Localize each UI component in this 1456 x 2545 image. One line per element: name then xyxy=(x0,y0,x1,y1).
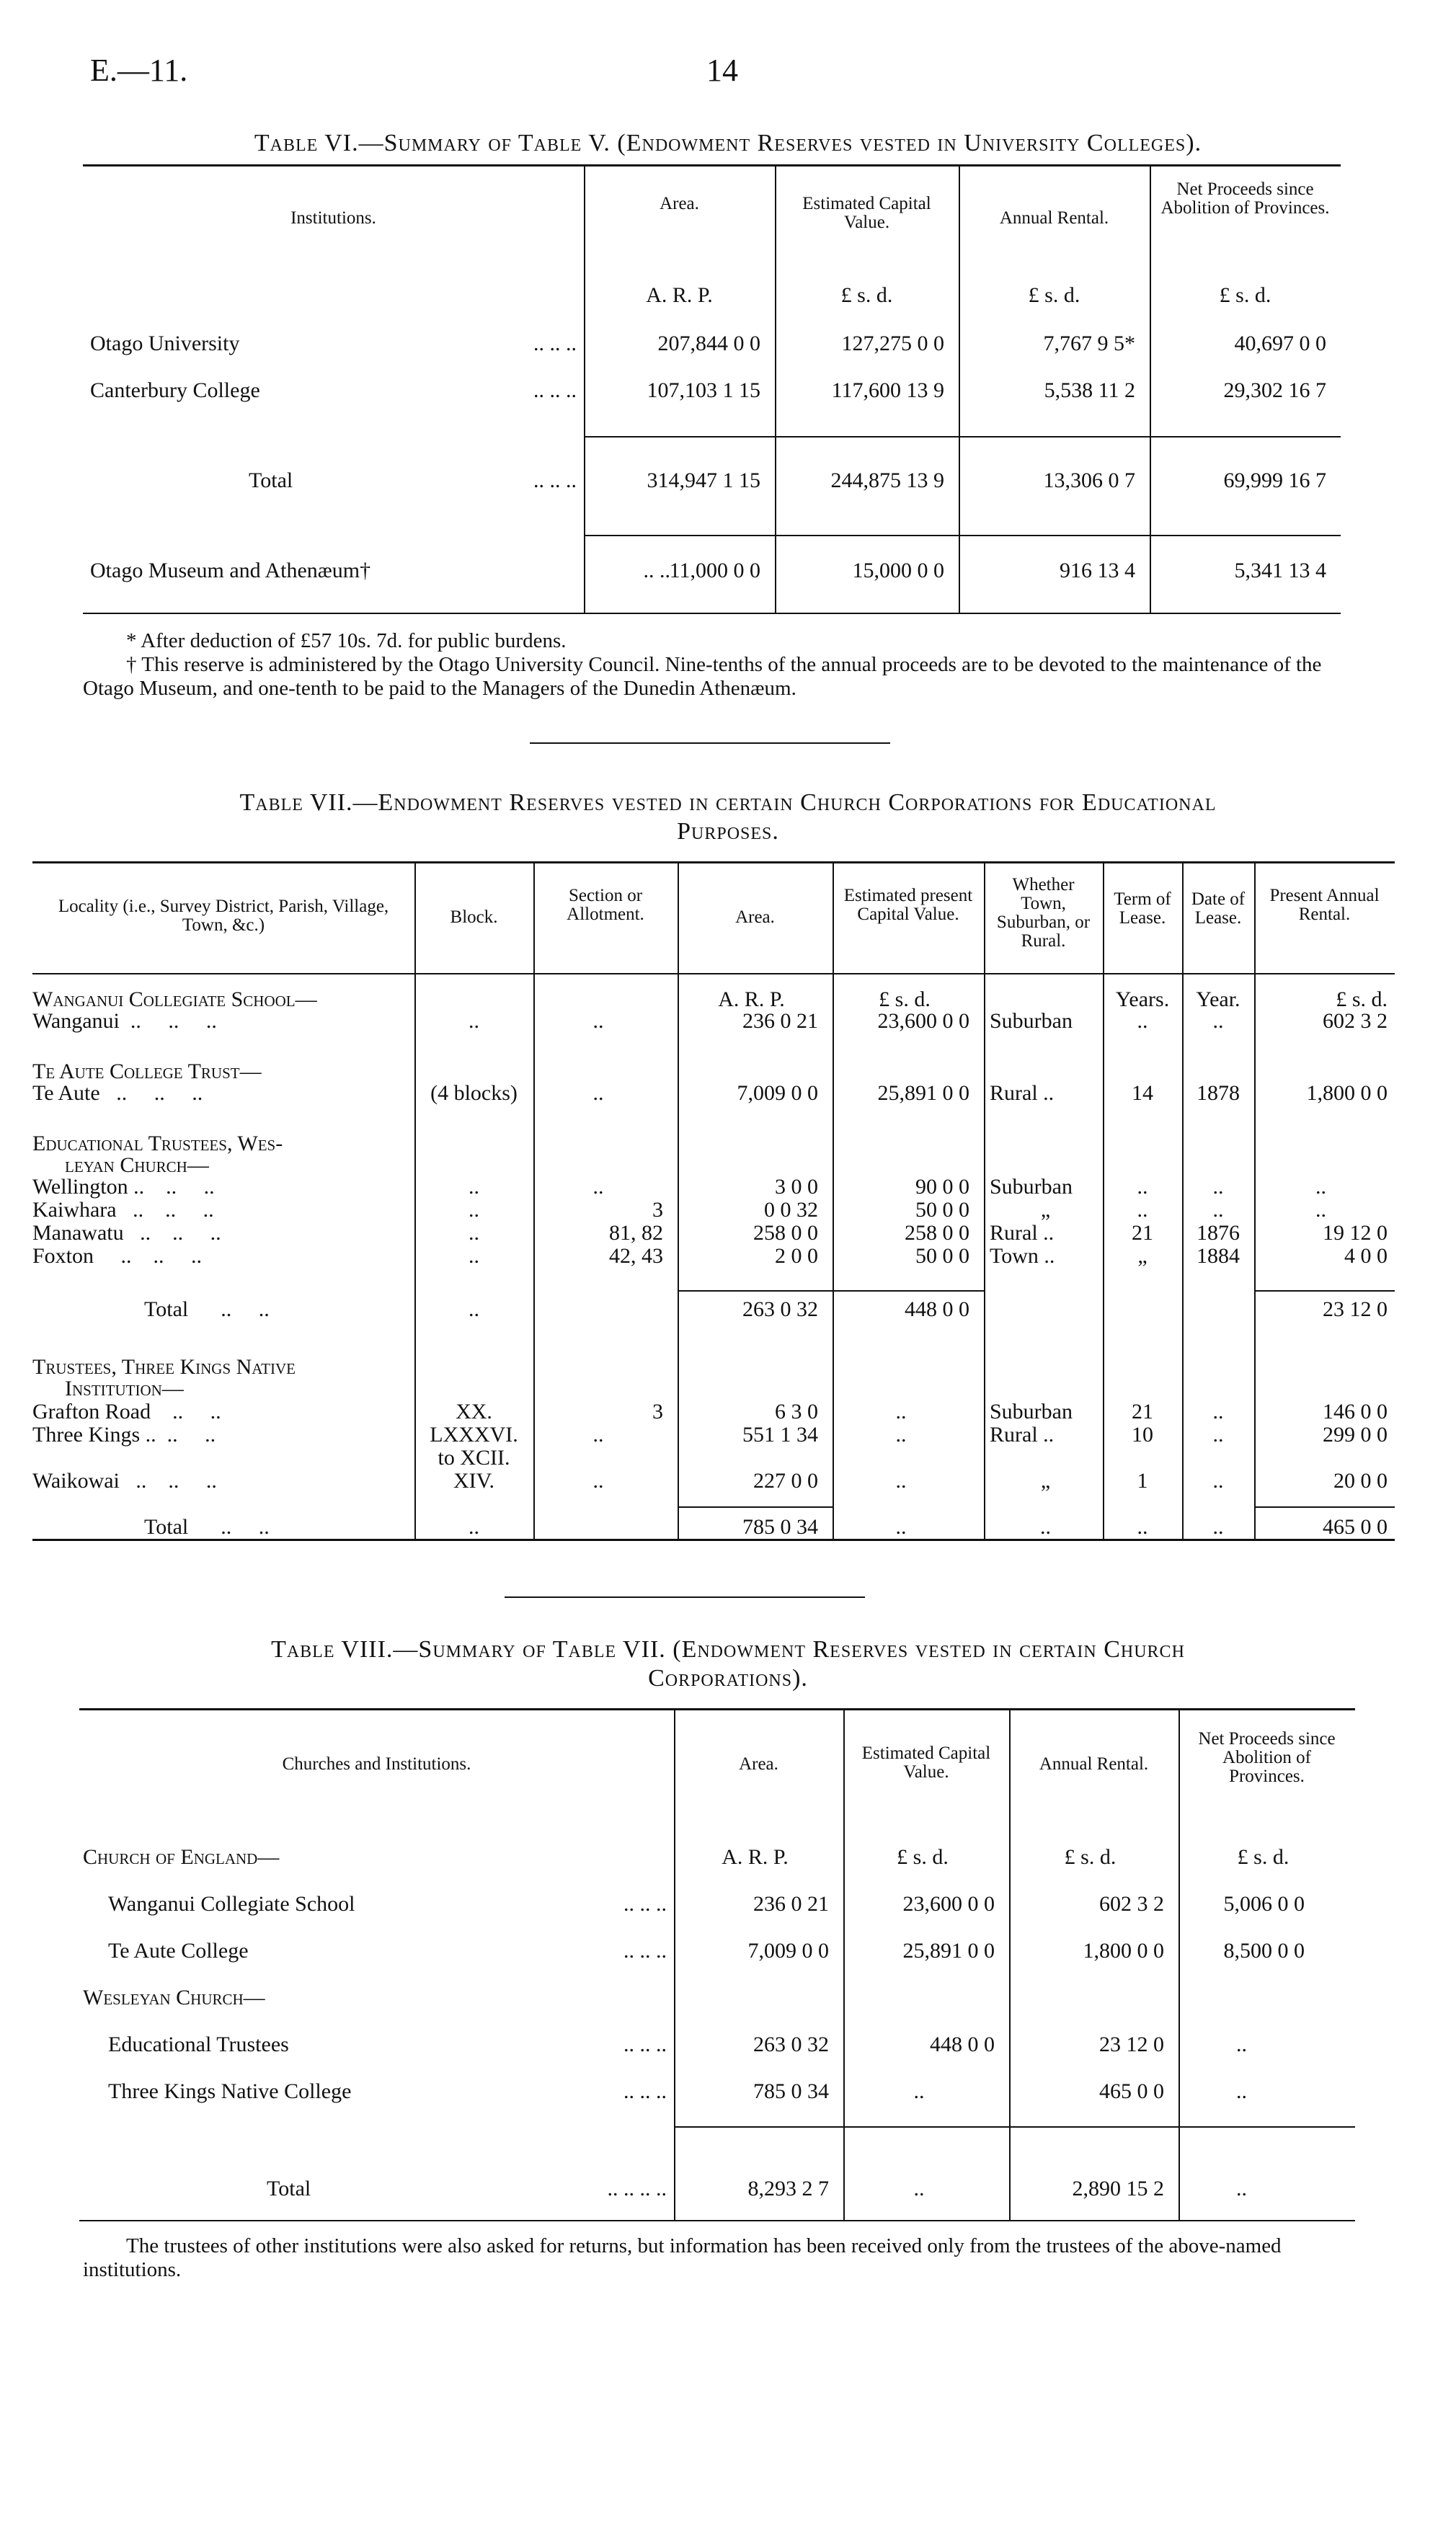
table-7-capital: 23,600 0 0 xyxy=(877,1009,969,1033)
table-7-block: .. xyxy=(469,1221,479,1245)
table-8-column-header: Churches and Institutions. xyxy=(282,1754,471,1774)
table-7-date: 1884 xyxy=(1197,1244,1240,1268)
table-7-section: .. xyxy=(592,1469,604,1493)
table-7-column-header: Locality (i.e., Survey District, Parish, Village, Town, &c.) xyxy=(58,897,389,935)
table-7-area: 227 0 0 xyxy=(753,1469,818,1493)
table-8-column-header: Area. xyxy=(739,1754,778,1774)
table-7-date: .. xyxy=(1212,1175,1224,1199)
table-rule xyxy=(79,2220,1355,2221)
table-7-date: .. xyxy=(1212,1400,1224,1423)
table-7-locality: Wellington .. .. .. xyxy=(32,1175,215,1199)
table-rule xyxy=(32,973,1395,974)
table-8-capital: 23,600 0 0 xyxy=(902,1892,995,1916)
table-7-area: 236 0 21 xyxy=(742,1009,818,1033)
table-6-net-proceeds: 69,999 16 7 xyxy=(1223,468,1326,492)
table-7-term: 21 xyxy=(1132,1221,1153,1245)
table-8-row-label: Church of England— xyxy=(83,1845,280,1869)
table-7-block: .. xyxy=(469,1244,479,1268)
table-8-net-proceeds: .. xyxy=(1236,2079,1247,2103)
table-8-row-label: Wanganui Collegiate School xyxy=(108,1892,355,1916)
table-8-title: Table VIII.—Summary of Table VII. (Endowment Reserves vested in certain Church xyxy=(271,1636,1185,1663)
table-rule xyxy=(584,535,1341,536)
table-8-column-header: Estimated Capital Value. xyxy=(861,1744,991,1782)
table-7-title: Table VII.—Endowment Reserves vested in certain Church Corporations for Educational xyxy=(239,789,1217,816)
table-6-note-2: † This reserve is administered by the Otago University Council. Nine-tenths of the annual proceeds are to be devoted to the maintenance of the Otago Museum, and one-tenth to be paid to the Managers of the Dunedin Athenæum. xyxy=(83,653,1322,700)
table-7-section: 3 xyxy=(652,1400,663,1423)
table-7-locality: Foxton .. .. .. xyxy=(32,1244,203,1268)
table-6-column-header: Area. xyxy=(660,194,699,213)
table-7-block: .. xyxy=(469,1515,479,1539)
table-8-area: 7,009 0 0 xyxy=(747,1939,829,1963)
column-divider xyxy=(984,861,985,1539)
table-7-locality: leyan Church— xyxy=(65,1153,209,1177)
table-7-capital: 448 0 0 xyxy=(905,1297,969,1321)
table-7-locality: Waikowai .. .. .. xyxy=(32,1469,217,1493)
table-7-capital: 90 0 0 xyxy=(915,1175,969,1199)
table-7-locality: Trustees, Three Kings Native xyxy=(32,1355,296,1379)
table-7-capital: 258 0 0 xyxy=(905,1221,969,1245)
table-rule xyxy=(584,436,1341,438)
table-7-rental: 1,800 0 0 xyxy=(1306,1081,1388,1105)
table-7-column-header: Block. xyxy=(450,907,498,927)
table-7-section: 3 xyxy=(652,1198,663,1222)
table-6-net-proceeds: 40,697 0 0 xyxy=(1234,332,1326,355)
table-8-rental: 1,800 0 0 xyxy=(1083,1939,1164,1963)
table-7-locality: Total .. .. xyxy=(144,1297,270,1321)
table-6-title: Table VI.—Summary of Table V. (Endowment Reserves vested in University Colleges). xyxy=(254,130,1202,156)
table-7-unit-label: Years. xyxy=(1115,987,1170,1011)
table-7-unit-label: Year. xyxy=(1196,987,1240,1011)
table-7-column-header: Term of Lease. xyxy=(1114,889,1171,928)
table-8-leader-dots: .. .. .. xyxy=(623,1892,667,1916)
table-8-capital: 448 0 0 xyxy=(930,2033,995,2056)
table-7-block: (4 blocks) xyxy=(430,1081,518,1105)
table-7-term: .. xyxy=(1137,1175,1148,1199)
table-6-row-label: Canterbury College xyxy=(90,378,260,402)
table-6-leader-dots: .. .. .. xyxy=(533,378,577,402)
table-7-date: .. xyxy=(1212,1469,1224,1493)
table-7-locality: Manawatu .. .. .. xyxy=(32,1221,221,1245)
table-6-capital: 15,000 0 0 xyxy=(852,559,944,582)
section-divider xyxy=(505,1596,865,1598)
table-8-rental: 465 0 0 xyxy=(1099,2079,1164,2103)
table-7-classification: Suburban xyxy=(990,1400,1073,1423)
table-7-locality: Total .. .. xyxy=(144,1515,270,1539)
table-7-classification: Town .. xyxy=(990,1244,1055,1268)
table-7-term: 10 xyxy=(1132,1423,1153,1447)
table-7-classification: .. xyxy=(1040,1515,1051,1539)
table-7-locality: Te Aute College Trust— xyxy=(32,1060,262,1083)
table-7-column-header: Whether Town, Suburban, or Rural. xyxy=(996,875,1091,951)
table-8-row-label: Total xyxy=(267,2177,311,2200)
table-6-capital: 244,875 13 9 xyxy=(830,468,944,492)
table-6-rental: 13,306 0 7 xyxy=(1043,468,1135,492)
table-7-area: 3 0 0 xyxy=(775,1175,818,1199)
table-6-row-label: Otago Museum and Athenæum† xyxy=(90,559,371,582)
table-7-column-header: Date of Lease. xyxy=(1191,889,1246,928)
table-6-rental: 916 13 4 xyxy=(1060,559,1135,582)
table-8-capital: 25,891 0 0 xyxy=(902,1939,995,1963)
table-7-rental: 4 0 0 xyxy=(1344,1244,1388,1268)
column-divider xyxy=(674,1708,675,2220)
table-7-classification: Suburban xyxy=(990,1175,1073,1199)
table-6-leader-dots: .. .. .. xyxy=(533,468,577,492)
table-8-column-header: Annual Rental. xyxy=(1039,1754,1149,1774)
table-7-classification: Rural .. xyxy=(990,1221,1055,1245)
table-6-leader-dots: .. .. xyxy=(643,559,670,582)
table-6-net-proceeds: 5,341 13 4 xyxy=(1234,559,1326,582)
table-7-section: .. xyxy=(592,1423,604,1447)
table-6-row-label: Otago University xyxy=(90,332,240,355)
table-rule xyxy=(83,613,1341,614)
table-6-area: 107,103 1 15 xyxy=(647,378,760,402)
table-7-locality: Grafton Road .. .. xyxy=(32,1400,221,1423)
table-7-rental: 299 0 0 xyxy=(1323,1423,1388,1447)
table-7-term: „ xyxy=(1137,1244,1148,1268)
table-7-area: 258 0 0 xyxy=(753,1221,818,1245)
table-7-capital: .. xyxy=(895,1515,907,1539)
table-8-row-label: Te Aute College xyxy=(108,1939,249,1963)
table-7-classification: Rural .. xyxy=(990,1423,1055,1447)
table-8-rental: 2,890 15 2 xyxy=(1072,2177,1164,2200)
table-8-leader-dots: .. .. .. .. xyxy=(607,2177,667,2200)
table-7-rental: 146 0 0 xyxy=(1323,1400,1388,1423)
table-7-term: 21 xyxy=(1132,1400,1153,1423)
table-8-column-header: Net Proceeds since Abolition of Provinces. xyxy=(1198,1729,1336,1786)
section-divider xyxy=(530,742,890,744)
table-7-term: .. xyxy=(1137,1009,1148,1033)
table-7-block: .. xyxy=(469,1198,479,1222)
table-6-rental: 5,538 11 2 xyxy=(1044,378,1135,402)
table-7-block: .. xyxy=(469,1009,479,1033)
page-number: 14 xyxy=(706,53,738,88)
table-7-rental: 19 12 0 xyxy=(1323,1221,1388,1245)
table-8-unit-label: £ s. d. xyxy=(1064,1845,1117,1869)
table-rule xyxy=(1254,1290,1395,1292)
table-8-leader-dots: .. .. .. xyxy=(623,2033,667,2056)
table-7-capital: 25,891 0 0 xyxy=(877,1081,969,1105)
table-7-classification: „ xyxy=(1040,1198,1051,1222)
table-8-capital: .. xyxy=(913,2177,925,2200)
page-header-code: E.—11. xyxy=(90,53,188,88)
table-8-leader-dots: .. .. .. xyxy=(623,1939,667,1963)
table-rule xyxy=(79,1708,1355,1710)
table-7-block: LXXXVI. xyxy=(430,1423,518,1447)
table-7-column-header: Present Annual Rental. xyxy=(1269,886,1380,924)
table-7-section: .. xyxy=(592,1009,604,1033)
table-7-area: 785 0 34 xyxy=(742,1515,818,1539)
table-8-row-label: Wesleyan Church— xyxy=(83,1986,265,2009)
table-6-area: 207,844 0 0 xyxy=(657,332,760,355)
table-7-title-cont: Purposes. xyxy=(677,818,779,845)
table-7-rental: .. xyxy=(1315,1175,1326,1199)
column-divider xyxy=(843,1708,845,2220)
table-rule xyxy=(32,861,1395,863)
table-rule xyxy=(83,164,1341,166)
table-6-area: 314,947 1 15 xyxy=(647,468,760,492)
table-7-date: .. xyxy=(1212,1009,1224,1033)
table-7-section: 81, 82 xyxy=(609,1221,663,1245)
table-8-leader-dots: .. .. .. xyxy=(623,2079,667,2103)
table-7-block: .. xyxy=(469,1175,479,1199)
table-7-section: 42, 43 xyxy=(609,1244,663,1268)
table-7-section: .. xyxy=(592,1081,604,1105)
table-8-area: 8,293 2 7 xyxy=(747,2177,829,2200)
table-6-capital: 127,275 0 0 xyxy=(841,332,944,355)
table-7-date: 1878 xyxy=(1197,1081,1240,1105)
table-7-term: 14 xyxy=(1132,1081,1153,1105)
table-8-row-label: Educational Trustees xyxy=(108,2033,289,2056)
table-6-column-header: Institutions. xyxy=(290,208,376,228)
table-7-area: 7,009 0 0 xyxy=(737,1081,818,1105)
table-7-locality: Wanganui .. .. .. xyxy=(32,1009,217,1033)
table-6-unit-label: A. R. P. xyxy=(646,283,713,307)
table-7-rental: 465 0 0 xyxy=(1323,1515,1388,1539)
table-6-column-header: Annual Rental. xyxy=(999,208,1109,228)
table-8-net-proceeds: 8,500 0 0 xyxy=(1223,1939,1305,1963)
table-7-capital: .. xyxy=(895,1423,907,1447)
table-8-area: 785 0 34 xyxy=(753,2079,829,2103)
table-7-date: 1876 xyxy=(1197,1221,1240,1245)
table-rule xyxy=(1254,1506,1395,1508)
table-rule xyxy=(678,1290,984,1292)
table-7-block: .. xyxy=(469,1297,479,1321)
table-rule xyxy=(678,1506,833,1508)
footnote: The trustees of other institutions were also asked for returns, but information has been received only from the trustees of the above-named institutions. xyxy=(83,2234,1282,2281)
table-7-area: 263 0 32 xyxy=(742,1297,818,1321)
table-7-classification: Suburban xyxy=(990,1009,1073,1033)
table-7-unit-label: £ s. d. xyxy=(879,987,931,1011)
table-7-rental: .. xyxy=(1315,1198,1326,1222)
table-6-rental: 7,767 9 5* xyxy=(1043,332,1135,355)
table-6-unit-label: £ s. d. xyxy=(1028,283,1080,307)
table-8-unit-label: A. R. P. xyxy=(722,1845,789,1869)
table-6-leader-dots: .. .. .. xyxy=(533,332,577,355)
table-7-date: .. xyxy=(1212,1423,1224,1447)
table-7-term: .. xyxy=(1137,1515,1148,1539)
table-7-date: .. xyxy=(1212,1198,1224,1222)
table-8-area: 263 0 32 xyxy=(753,2033,829,2056)
table-7-capital: 50 0 0 xyxy=(915,1198,969,1222)
column-divider xyxy=(1009,1708,1011,2220)
table-7-locality: Institution— xyxy=(65,1377,184,1400)
table-6-row-label: Total xyxy=(249,468,293,492)
table-6-area: 11,000 0 0 xyxy=(669,559,760,582)
table-6-column-header: Estimated Capital Value. xyxy=(802,194,931,232)
table-7-section: .. xyxy=(592,1175,604,1199)
table-7-area: 0 0 32 xyxy=(764,1198,818,1222)
table-8-row-label: Three Kings Native College xyxy=(108,2079,352,2103)
table-7-rental: 602 3 2 xyxy=(1323,1009,1388,1033)
table-6-capital: 117,600 13 9 xyxy=(831,378,944,402)
table-8-net-proceeds: .. xyxy=(1236,2177,1247,2200)
table-7-area: 2 0 0 xyxy=(775,1244,818,1268)
table-7-capital: 50 0 0 xyxy=(915,1244,969,1268)
table-7-unit-label: £ s. d. xyxy=(1336,987,1388,1011)
table-8-title-cont: Corporations). xyxy=(648,1665,808,1692)
table-7-rental: 20 0 0 xyxy=(1333,1469,1388,1493)
table-7-classification: Rural .. xyxy=(990,1081,1055,1105)
table-8-capital: .. xyxy=(913,2079,925,2103)
table-8-area: 236 0 21 xyxy=(753,1892,829,1916)
table-7-block: XX. xyxy=(456,1400,492,1423)
table-7-rental: 23 12 0 xyxy=(1323,1297,1388,1321)
table-7-locality: Educational Trustees, Wes- xyxy=(32,1132,283,1155)
table-7-locality: Three Kings .. .. .. xyxy=(32,1423,216,1447)
table-6-note-1: * After deduction of £57 10s. 7d. for public burdens. xyxy=(126,629,567,652)
table-7-block: to XCII. xyxy=(438,1446,510,1470)
table-7-capital: .. xyxy=(895,1469,907,1493)
table-8-rental: 23 12 0 xyxy=(1099,2033,1164,2056)
table-6-column-header: Net Proceeds since Abolition of Provinces. xyxy=(1160,179,1330,218)
table-7-column-header: Section or Allotment. xyxy=(567,886,644,924)
table-7-area: 551 1 34 xyxy=(742,1423,818,1447)
table-6-net-proceeds: 29,302 16 7 xyxy=(1223,378,1326,402)
table-rule xyxy=(674,2126,1355,2128)
table-7-column-header: Estimated present Capital Value. xyxy=(843,886,973,924)
table-8-net-proceeds: 5,006 0 0 xyxy=(1223,1892,1305,1916)
table-7-block: XIV. xyxy=(453,1469,494,1493)
table-7-unit-label: A. R. P. xyxy=(718,987,785,1011)
table-7-term: 1 xyxy=(1137,1469,1148,1493)
table-7-locality: Te Aute .. .. .. xyxy=(32,1081,203,1105)
table-8-rental: 602 3 2 xyxy=(1099,1892,1164,1916)
table-7-locality: Kaiwhara .. .. .. xyxy=(32,1198,214,1222)
table-7-date: .. xyxy=(1212,1515,1224,1539)
table-8-unit-label: £ s. d. xyxy=(1237,1845,1289,1869)
table-7-term: .. xyxy=(1137,1198,1148,1222)
table-7-area: 6 3 0 xyxy=(775,1400,818,1423)
table-7-locality: Wanganui Collegiate School— xyxy=(32,987,317,1011)
table-6-unit-label: £ s. d. xyxy=(1219,283,1271,307)
table-7-column-header: Area. xyxy=(735,907,775,927)
table-7-capital: .. xyxy=(895,1400,907,1423)
table-7-classification: „ xyxy=(1040,1469,1051,1493)
table-8-net-proceeds: .. xyxy=(1236,2033,1247,2056)
table-8-unit-label: £ s. d. xyxy=(897,1845,949,1869)
table-6-unit-label: £ s. d. xyxy=(840,283,893,307)
